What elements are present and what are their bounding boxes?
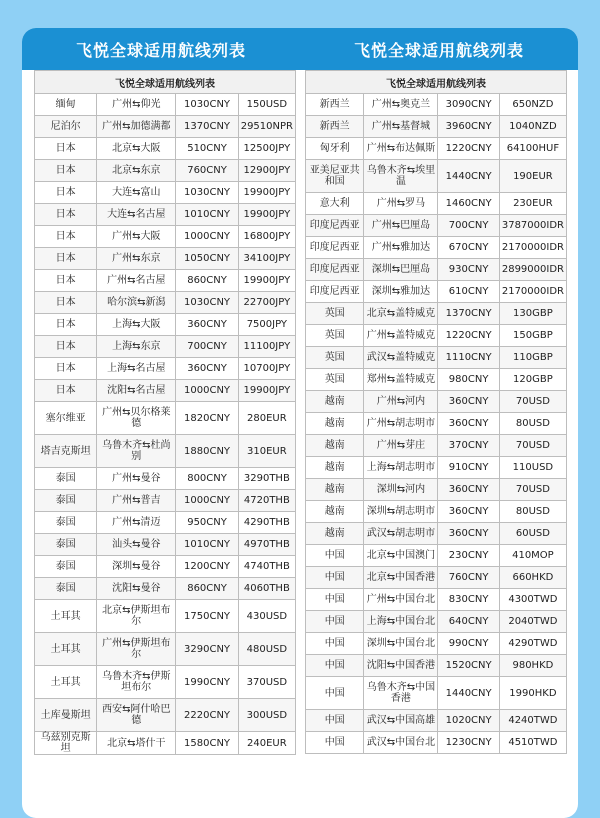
country-cell: 泰国 xyxy=(35,512,97,534)
route-cell: 郑州⇆盖特威克 xyxy=(364,369,438,391)
price-cny-cell: 1520CNY xyxy=(438,655,499,677)
price-cny-cell: 1880CNY xyxy=(176,435,238,468)
price-cny-cell: 360CNY xyxy=(176,314,238,336)
country-cell: 印度尼西亚 xyxy=(306,281,364,303)
route-cell: 深圳⇆巴厘岛 xyxy=(364,259,438,281)
price-local-cell: 410MOP xyxy=(499,545,566,567)
country-cell: 匈牙利 xyxy=(306,138,364,160)
price-local-cell: 22700JPY xyxy=(238,292,295,314)
price-cny-cell: 1990CNY xyxy=(176,666,238,699)
price-local-cell: 310EUR xyxy=(238,435,295,468)
route-cell: 广州⇆河内 xyxy=(364,391,438,413)
table-row xyxy=(306,116,567,138)
route-cell: 广州⇆巴厘岛 xyxy=(364,215,438,237)
route-cell: 广州⇆奥克兰 xyxy=(364,94,438,116)
country-cell: 日本 xyxy=(35,358,97,380)
country-cell: 中国 xyxy=(306,633,364,655)
country-cell: 英国 xyxy=(306,325,364,347)
price-cny-cell: 360CNY xyxy=(438,501,499,523)
country-cell: 印度尼西亚 xyxy=(306,215,364,237)
price-cny-cell: 800CNY xyxy=(176,468,238,490)
price-local-cell: 10700JPY xyxy=(238,358,295,380)
price-local-cell: 64100HUF xyxy=(499,138,566,160)
price-cny-cell: 1460CNY xyxy=(438,193,499,215)
country-cell: 日本 xyxy=(35,270,97,292)
country-cell: 中国 xyxy=(306,732,364,754)
table-row xyxy=(35,358,296,380)
table-row xyxy=(35,699,296,732)
price-local-cell: 280EUR xyxy=(238,402,295,435)
price-cny-cell: 230CNY xyxy=(438,545,499,567)
price-cny-cell: 1370CNY xyxy=(438,303,499,325)
table-row xyxy=(35,336,296,358)
route-cell: 广州⇆清迈 xyxy=(97,512,176,534)
price-local-cell: 19900JPY xyxy=(238,182,295,204)
route-cell: 广州⇆仰光 xyxy=(97,94,176,116)
country-cell: 意大利 xyxy=(306,193,364,215)
country-cell: 日本 xyxy=(35,380,97,402)
table-row xyxy=(35,600,296,633)
country-cell: 越南 xyxy=(306,501,364,523)
table-row xyxy=(35,435,296,468)
table-row xyxy=(306,369,567,391)
price-cny-cell: 1750CNY xyxy=(176,600,238,633)
route-cell: 广州⇆基督城 xyxy=(364,116,438,138)
price-local-cell: 12500JPY xyxy=(238,138,295,160)
table-row xyxy=(35,204,296,226)
left-table-body xyxy=(35,94,296,755)
country-cell: 泰国 xyxy=(35,556,97,578)
price-cny-cell: 980CNY xyxy=(438,369,499,391)
price-local-cell: 110GBP xyxy=(499,347,566,369)
table-row xyxy=(35,468,296,490)
country-cell: 中国 xyxy=(306,567,364,589)
price-local-cell: 70USD xyxy=(499,479,566,501)
route-cell: 北京⇆中国澳门 xyxy=(364,545,438,567)
table-row xyxy=(306,138,567,160)
price-local-cell: 4720THB xyxy=(238,490,295,512)
country-cell: 印度尼西亚 xyxy=(306,259,364,281)
price-local-cell: 650NZD xyxy=(499,94,566,116)
route-cell: 上海⇆名古屋 xyxy=(97,358,176,380)
country-cell: 越南 xyxy=(306,523,364,545)
table-row xyxy=(306,325,567,347)
route-cell: 沈阳⇆中国香港 xyxy=(364,655,438,677)
table-row xyxy=(306,732,567,754)
table-row xyxy=(35,292,296,314)
country-cell: 新西兰 xyxy=(306,116,364,138)
country-cell: 土耳其 xyxy=(35,666,97,699)
country-cell: 越南 xyxy=(306,479,364,501)
route-cell: 广州⇆东京 xyxy=(97,248,176,270)
country-cell: 日本 xyxy=(35,138,97,160)
table-row xyxy=(35,138,296,160)
price-local-cell: 19900JPY xyxy=(238,270,295,292)
price-local-cell: 150GBP xyxy=(499,325,566,347)
right-table-body xyxy=(306,94,567,754)
route-cell: 广州⇆大阪 xyxy=(97,226,176,248)
table-row xyxy=(35,666,296,699)
table-row xyxy=(306,567,567,589)
price-local-cell: 11100JPY xyxy=(238,336,295,358)
price-local-cell: 4300TWD xyxy=(499,589,566,611)
price-cny-cell: 1000CNY xyxy=(176,490,238,512)
table-row xyxy=(35,94,296,116)
route-cell: 广州⇆罗马 xyxy=(364,193,438,215)
price-cny-cell: 700CNY xyxy=(438,215,499,237)
price-local-cell: 2899000IDR xyxy=(499,259,566,281)
country-cell: 塔吉克斯坦 xyxy=(35,435,97,468)
route-cell: 深圳⇆曼谷 xyxy=(97,556,176,578)
table-row xyxy=(306,281,567,303)
table-row xyxy=(35,270,296,292)
country-cell: 日本 xyxy=(35,292,97,314)
table-row xyxy=(35,512,296,534)
price-local-cell: 190EUR xyxy=(499,160,566,193)
table-row xyxy=(35,182,296,204)
route-cell: 乌鲁木齐⇆中国香港 xyxy=(364,677,438,710)
left-route-table xyxy=(34,70,296,755)
price-local-cell: 660HKD xyxy=(499,567,566,589)
table-row xyxy=(35,556,296,578)
table-row xyxy=(35,633,296,666)
route-cell: 北京⇆大阪 xyxy=(97,138,176,160)
route-cell: 武汉⇆盖特威克 xyxy=(364,347,438,369)
price-cny-cell: 910CNY xyxy=(438,457,499,479)
country-cell: 乌兹别克斯坦 xyxy=(35,732,97,755)
table-row xyxy=(306,94,567,116)
price-cny-cell: 1000CNY xyxy=(176,226,238,248)
table-row xyxy=(306,710,567,732)
route-cell: 广州⇆胡志明市 xyxy=(364,413,438,435)
price-local-cell: 300USD xyxy=(238,699,295,732)
table-row xyxy=(306,435,567,457)
price-local-cell: 230EUR xyxy=(499,193,566,215)
price-cny-cell: 2220CNY xyxy=(176,699,238,732)
country-cell: 英国 xyxy=(306,347,364,369)
route-cell: 武汉⇆胡志明市 xyxy=(364,523,438,545)
price-local-cell: 1040NZD xyxy=(499,116,566,138)
price-local-cell: 130GBP xyxy=(499,303,566,325)
route-cell: 北京⇆盖特威克 xyxy=(364,303,438,325)
price-local-cell: 4290TWD xyxy=(499,633,566,655)
route-cell: 西安⇆阿什哈巴德 xyxy=(97,699,176,732)
price-local-cell: 240EUR xyxy=(238,732,295,755)
price-cny-cell: 3090CNY xyxy=(438,94,499,116)
price-local-cell: 4290THB xyxy=(238,512,295,534)
country-cell: 尼泊尔 xyxy=(35,116,97,138)
table-row xyxy=(306,589,567,611)
country-cell: 中国 xyxy=(306,589,364,611)
route-cell: 广州⇆盖特威克 xyxy=(364,325,438,347)
price-local-cell: 110USD xyxy=(499,457,566,479)
table-row xyxy=(306,545,567,567)
price-cny-cell: 510CNY xyxy=(176,138,238,160)
route-cell: 广州⇆雅加达 xyxy=(364,237,438,259)
table-row xyxy=(35,380,296,402)
country-cell: 日本 xyxy=(35,204,97,226)
country-cell: 日本 xyxy=(35,160,97,182)
price-cny-cell: 1000CNY xyxy=(176,380,238,402)
country-cell: 日本 xyxy=(35,182,97,204)
price-local-cell: 34100JPY xyxy=(238,248,295,270)
table-row xyxy=(306,259,567,281)
country-cell: 缅甸 xyxy=(35,94,97,116)
price-cny-cell: 1030CNY xyxy=(176,182,238,204)
route-cell: 深圳⇆胡志明市 xyxy=(364,501,438,523)
route-cell: 广州⇆布达佩斯 xyxy=(364,138,438,160)
price-local-cell: 3787000IDR xyxy=(499,215,566,237)
price-cny-cell: 930CNY xyxy=(438,259,499,281)
route-cell: 北京⇆东京 xyxy=(97,160,176,182)
price-cny-cell: 950CNY xyxy=(176,512,238,534)
table-row xyxy=(306,633,567,655)
table-row xyxy=(306,523,567,545)
route-cell: 广州⇆伊斯坦布尔 xyxy=(97,633,176,666)
table-row xyxy=(306,611,567,633)
price-cny-cell: 360CNY xyxy=(438,479,499,501)
table-row xyxy=(306,215,567,237)
route-cell: 广州⇆普吉 xyxy=(97,490,176,512)
price-local-cell: 7500JPY xyxy=(238,314,295,336)
route-cell: 上海⇆中国台北 xyxy=(364,611,438,633)
price-cny-cell: 1220CNY xyxy=(438,325,499,347)
price-local-cell: 12900JPY xyxy=(238,160,295,182)
route-cell: 大连⇆名古屋 xyxy=(97,204,176,226)
price-cny-cell: 1010CNY xyxy=(176,204,238,226)
price-cny-cell: 860CNY xyxy=(176,578,238,600)
table-row xyxy=(306,237,567,259)
table-row xyxy=(306,160,567,193)
route-cell: 沈阳⇆曼谷 xyxy=(97,578,176,600)
left-table-wrapper xyxy=(34,70,296,755)
price-cny-cell: 1440CNY xyxy=(438,160,499,193)
route-cell: 汕头⇆曼谷 xyxy=(97,534,176,556)
table-row xyxy=(35,226,296,248)
price-cny-cell: 360CNY xyxy=(438,391,499,413)
country-cell: 土耳其 xyxy=(35,633,97,666)
country-cell: 越南 xyxy=(306,413,364,435)
country-cell: 中国 xyxy=(306,545,364,567)
price-cny-cell: 360CNY xyxy=(176,358,238,380)
table-row xyxy=(306,655,567,677)
country-cell: 日本 xyxy=(35,226,97,248)
price-local-cell: 1990HKD xyxy=(499,677,566,710)
price-cny-cell: 670CNY xyxy=(438,237,499,259)
price-local-cell: 29510NPR xyxy=(238,116,295,138)
price-cny-cell: 360CNY xyxy=(438,523,499,545)
right-table-caption: 飞悦全球适用航线列表 xyxy=(306,71,567,94)
country-cell: 新西兰 xyxy=(306,94,364,116)
price-local-cell: 60USD xyxy=(499,523,566,545)
price-cny-cell: 990CNY xyxy=(438,633,499,655)
route-cell: 武汉⇆中国高雄 xyxy=(364,710,438,732)
table-row xyxy=(306,457,567,479)
table-row xyxy=(35,248,296,270)
country-cell: 中国 xyxy=(306,677,364,710)
route-cell: 上海⇆胡志明市 xyxy=(364,457,438,479)
country-cell: 塞尔维亚 xyxy=(35,402,97,435)
price-local-cell: 19900JPY xyxy=(238,204,295,226)
table-row xyxy=(35,578,296,600)
route-cell: 北京⇆中国香港 xyxy=(364,567,438,589)
price-cny-cell: 830CNY xyxy=(438,589,499,611)
country-cell: 土库曼斯坦 xyxy=(35,699,97,732)
price-cny-cell: 760CNY xyxy=(176,160,238,182)
country-cell: 中国 xyxy=(306,611,364,633)
card-header xyxy=(22,28,578,70)
route-cell: 广州⇆曼谷 xyxy=(97,468,176,490)
route-cell: 武汉⇆中国台北 xyxy=(364,732,438,754)
right-header-title: 飞悦全球适用航线列表 xyxy=(353,40,524,60)
price-local-cell: 4970THB xyxy=(238,534,295,556)
table-row xyxy=(35,402,296,435)
price-local-cell: 4510TWD xyxy=(499,732,566,754)
table-row xyxy=(35,534,296,556)
route-cell: 沈阳⇆名古屋 xyxy=(97,380,176,402)
price-local-cell: 370USD xyxy=(238,666,295,699)
price-local-cell: 4240TWD xyxy=(499,710,566,732)
price-local-cell: 16800JPY xyxy=(238,226,295,248)
country-cell: 泰国 xyxy=(35,490,97,512)
table-row xyxy=(35,490,296,512)
route-cell: 广州⇆贝尔格莱德 xyxy=(97,402,176,435)
country-cell: 亚美尼亚共和国 xyxy=(306,160,364,193)
price-local-cell: 430USD xyxy=(238,600,295,633)
country-cell: 中国 xyxy=(306,710,364,732)
price-local-cell: 4740THB xyxy=(238,556,295,578)
route-cell: 上海⇆大阪 xyxy=(97,314,176,336)
route-cell: 哈尔滨⇆新潟 xyxy=(97,292,176,314)
price-cny-cell: 1230CNY xyxy=(438,732,499,754)
country-cell: 泰国 xyxy=(35,578,97,600)
price-cny-cell: 1820CNY xyxy=(176,402,238,435)
price-cny-cell: 640CNY xyxy=(438,611,499,633)
price-cny-cell: 3960CNY xyxy=(438,116,499,138)
route-card xyxy=(22,28,578,818)
route-cell: 上海⇆东京 xyxy=(97,336,176,358)
price-local-cell: 70USD xyxy=(499,391,566,413)
price-local-cell: 480USD xyxy=(238,633,295,666)
route-cell: 深圳⇆雅加达 xyxy=(364,281,438,303)
left-header-title: 飞悦全球适用航线列表 xyxy=(75,40,246,60)
country-cell: 土耳其 xyxy=(35,600,97,633)
price-local-cell: 980HKD xyxy=(499,655,566,677)
route-cell: 北京⇆伊斯坦布尔 xyxy=(97,600,176,633)
table-row xyxy=(306,193,567,215)
route-cell: 北京⇆塔什干 xyxy=(97,732,176,755)
price-local-cell: 80USD xyxy=(499,501,566,523)
price-cny-cell: 1200CNY xyxy=(176,556,238,578)
price-cny-cell: 1110CNY xyxy=(438,347,499,369)
table-row xyxy=(306,347,567,369)
price-local-cell: 4060THB xyxy=(238,578,295,600)
price-cny-cell: 1370CNY xyxy=(176,116,238,138)
price-local-cell: 2040TWD xyxy=(499,611,566,633)
price-local-cell: 80USD xyxy=(499,413,566,435)
price-cny-cell: 1020CNY xyxy=(438,710,499,732)
route-cell: 广州⇆名古屋 xyxy=(97,270,176,292)
table-row xyxy=(306,677,567,710)
left-table-caption: 飞悦全球适用航线列表 xyxy=(35,71,296,94)
country-cell: 泰国 xyxy=(35,468,97,490)
price-local-cell: 120GBP xyxy=(499,369,566,391)
table-row xyxy=(306,391,567,413)
price-cny-cell: 860CNY xyxy=(176,270,238,292)
price-cny-cell: 1580CNY xyxy=(176,732,238,755)
price-cny-cell: 1010CNY xyxy=(176,534,238,556)
price-local-cell: 70USD xyxy=(499,435,566,457)
price-local-cell: 2170000IDR xyxy=(499,281,566,303)
table-row xyxy=(306,413,567,435)
country-cell: 日本 xyxy=(35,248,97,270)
country-cell: 英国 xyxy=(306,303,364,325)
right-table-wrapper xyxy=(305,70,567,754)
country-cell: 中国 xyxy=(306,655,364,677)
route-cell: 乌鲁木齐⇆伊斯坦布尔 xyxy=(97,666,176,699)
route-cell: 乌鲁木齐⇆杜尚别 xyxy=(97,435,176,468)
table-row xyxy=(306,303,567,325)
price-local-cell: 150USD xyxy=(238,94,295,116)
price-cny-cell: 1030CNY xyxy=(176,292,238,314)
country-cell: 越南 xyxy=(306,391,364,413)
country-cell: 日本 xyxy=(35,336,97,358)
country-cell: 越南 xyxy=(306,435,364,457)
price-cny-cell: 1050CNY xyxy=(176,248,238,270)
route-cell: 深圳⇆中国台北 xyxy=(364,633,438,655)
country-cell: 泰国 xyxy=(35,534,97,556)
country-cell: 日本 xyxy=(35,314,97,336)
route-cell: 广州⇆加德满都 xyxy=(97,116,176,138)
price-cny-cell: 1220CNY xyxy=(438,138,499,160)
route-cell: 广州⇆中国台北 xyxy=(364,589,438,611)
price-cny-cell: 610CNY xyxy=(438,281,499,303)
route-cell: 深圳⇆河内 xyxy=(364,479,438,501)
route-cell: 大连⇆富山 xyxy=(97,182,176,204)
price-cny-cell: 1440CNY xyxy=(438,677,499,710)
table-row xyxy=(35,116,296,138)
table-row xyxy=(306,501,567,523)
route-cell: 广州⇆芽庄 xyxy=(364,435,438,457)
price-cny-cell: 1030CNY xyxy=(176,94,238,116)
country-cell: 越南 xyxy=(306,457,364,479)
table-row xyxy=(306,479,567,501)
table-row xyxy=(35,314,296,336)
price-cny-cell: 3290CNY xyxy=(176,633,238,666)
price-local-cell: 3290THB xyxy=(238,468,295,490)
price-cny-cell: 360CNY xyxy=(438,413,499,435)
price-local-cell: 2170000IDR xyxy=(499,237,566,259)
price-cny-cell: 760CNY xyxy=(438,567,499,589)
price-cny-cell: 700CNY xyxy=(176,336,238,358)
right-route-table xyxy=(305,70,567,754)
tables-area xyxy=(22,70,578,818)
country-cell: 英国 xyxy=(306,369,364,391)
country-cell: 印度尼西亚 xyxy=(306,237,364,259)
table-row xyxy=(35,732,296,755)
route-cell: 乌鲁木齐⇆埃里温 xyxy=(364,160,438,193)
price-cny-cell: 370CNY xyxy=(438,435,499,457)
table-row xyxy=(35,160,296,182)
price-local-cell: 19900JPY xyxy=(238,380,295,402)
